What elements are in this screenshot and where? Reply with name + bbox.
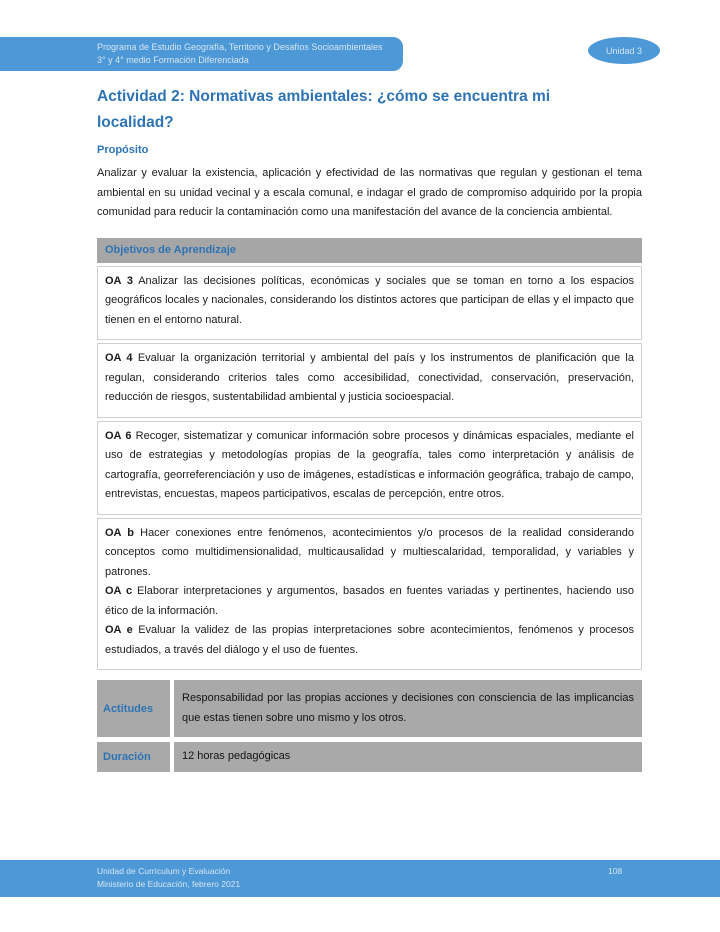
oa3-paragraph: [105, 272, 634, 331]
page-number: 108: [608, 866, 623, 876]
actitudes-row: [97, 680, 642, 737]
oa-box-transversales: [97, 518, 642, 671]
oa6-code: OA 6: [105, 429, 132, 442]
oa-box-oa3: [97, 266, 642, 341]
oae-paragraph: [105, 621, 634, 660]
oac-code: OA c: [105, 585, 133, 597]
unit-badge: [588, 37, 660, 64]
oae-text: Evaluar la validez de las propias interpretaciones sobre acontecimientos, fenómenos y procesos estudiados, a través del diálogo y el uso de fuentes.: [105, 624, 634, 656]
oa4-paragraph: [105, 349, 634, 408]
footer-bar: [0, 860, 720, 897]
oab-text: Hacer conexiones entre fenómenos, acontecimientos y/o procesos de la realidad considerando conceptos como multidimensionalidad, multicausalidad y multiescalaridad, temporalidad, y variables y patrones.: [105, 526, 634, 578]
objetivos-header-label: Objetivos de Aprendizaje: [105, 243, 237, 256]
proposito-paragraph: Analizar y evaluar la existencia, aplicación y efectividad de las normativas que regulan y gestionan el tema ambiental en su unidad vecinal y a escala comunal, e indagar el grado de compromiso adquirido por la propia comunidad para reducir la contaminación como una manifestación del avance de la conciencia ambiental.: [97, 167, 642, 218]
footer-text: [97, 865, 240, 890]
oa-box-oa4: [97, 343, 642, 418]
page-title: Actividad 2: Normativas ambientales: ¿cómo se encuentra mi localidad?: [97, 88, 551, 131]
proposito-heading: Propósito: [97, 144, 149, 156]
oae-code: OA e: [105, 624, 133, 636]
attributes-table: [97, 680, 642, 772]
oa6-paragraph: [105, 427, 634, 505]
program-title-line1: Programa de Estudio Geografía, Territorio y Desafíos Socioambientales: [97, 42, 383, 52]
program-banner: [0, 37, 403, 71]
oa4-text: Evaluar la organización territorial y ambiental del país y los instrumentos de planificación que la regulan, considerando criterios tales como accesibilidad, conectividad, conservación, preservación, reducción de riesgos, sustentabilidad ambiental y justicia socioespacial.: [105, 352, 634, 403]
duracion-value-cell: 12 horas pedagógicas: [174, 742, 642, 772]
oa3-code: OA 3: [105, 274, 134, 287]
objetivos-header-bar: [97, 238, 642, 263]
oab-code: OA b: [105, 526, 134, 539]
actitudes-label-cell: Actitudes: [97, 680, 170, 737]
unit-badge-label: Unidad 3: [605, 45, 643, 56]
footer-line1: Unidad de Currículum y Evaluación: [97, 866, 231, 876]
program-title-line2: 3° y 4° medio Formación Diferenciada: [97, 54, 249, 65]
oa3-text: Analizar las decisiones políticas, económicas y sociales que se toman en torno a los espacios geográficos locales y nacionales, considerando los distintos actores que participan de ellas y el impacto que tienen en el entorno natural.: [105, 274, 635, 326]
oab-paragraph: [105, 524, 634, 583]
page-content: [97, 84, 642, 777]
actitudes-value-cell: Responsabilidad por las propias acciones y decisiones con consciencia de las implicancias que estas tienen sobre uno mismo y los otros.: [174, 680, 642, 737]
oa-box-oa6: [97, 421, 642, 515]
oa6-text: Recoger, sistematizar y comunicar información sobre procesos y dinámicas espaciales, mediante el uso de estrategias y metodologías propias de la geografía, tales como interpretación y análisis de cartografía, georreferenciación y uso de imágenes, estadísticas e información geográfica, trabajo de campo, entrevistas, encuestas, mapeos participativos, escalas de percepción, entre otros.: [105, 429, 634, 500]
oa4-code: OA 4: [105, 352, 133, 364]
oac-paragraph: [105, 582, 634, 621]
footer-line2: Ministerio de Educación, febrero 2021: [97, 878, 241, 889]
duracion-label-cell: Duración: [97, 742, 170, 772]
duracion-row: [97, 742, 642, 772]
oac-text: Elaborar interpretaciones y argumentos, basados en fuentes variadas y pertinentes, haciendo uso ético de la información.: [105, 585, 634, 617]
